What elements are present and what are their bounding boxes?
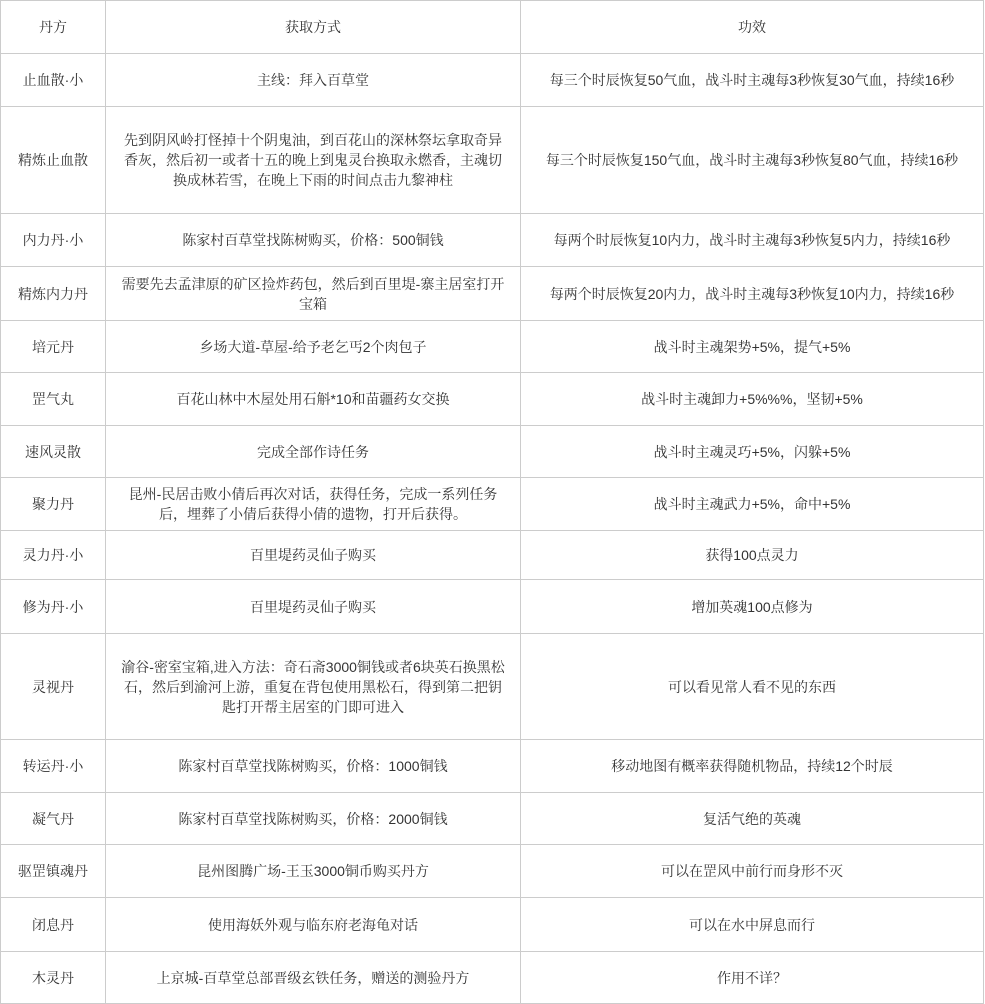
pill-effect: 作用不详？ bbox=[521, 952, 984, 1004]
pill-name: 内力丹·小 bbox=[1, 214, 106, 267]
pill-effect: 战斗时主魂武力+5%，命中+5% bbox=[521, 478, 984, 531]
table-row bbox=[1, 373, 984, 426]
pill-name: 聚力丹 bbox=[1, 478, 106, 531]
column-header-obtain: 获取方式 bbox=[106, 1, 521, 54]
table-row bbox=[1, 793, 984, 845]
pill-obtain: 完成全部作诗任务 bbox=[106, 426, 521, 478]
pill-name: 转运丹·小 bbox=[1, 740, 106, 793]
pill-name: 止血散·小 bbox=[1, 54, 106, 107]
pill-obtain: 乡场大道-草屋-给予老乞丐2个肉包子 bbox=[106, 321, 521, 373]
pill-effect: 战斗时主魂卸力+5%%%，坚韧+5% bbox=[521, 373, 984, 426]
pill-name: 驱罡镇魂丹 bbox=[1, 845, 106, 898]
pill-effect: 每三个时辰恢复150气血，战斗时主魂每3秒恢复80气血，持续16秒 bbox=[521, 107, 984, 214]
pill-name: 罡气丸 bbox=[1, 373, 106, 426]
pill-obtain: 渝谷-密室宝箱,进入方法：奇石斋3000铜钱或者6块英石换黑松石，然后到渝河上游，重复在背包使用黑松石，得到第二把钥匙打开帮主居室的门即可进入 bbox=[106, 634, 521, 740]
pill-effect: 可以在水中屏息而行 bbox=[521, 898, 984, 952]
pill-obtain: 陈家村百草堂找陈树购买，价格：2000铜钱 bbox=[106, 793, 521, 845]
table-row bbox=[1, 740, 984, 793]
pill-effect: 可以在罡风中前行而身形不灭 bbox=[521, 845, 984, 898]
header-row bbox=[1, 1, 984, 54]
pill-name: 精炼内力丹 bbox=[1, 267, 106, 321]
pill-effect: 每两个时辰恢复20内力，战斗时主魂每3秒恢复10内力，持续16秒 bbox=[521, 267, 984, 321]
table-row bbox=[1, 478, 984, 531]
pill-obtain: 主线：拜入百草堂 bbox=[106, 54, 521, 107]
pill-name: 灵力丹·小 bbox=[1, 531, 106, 580]
pill-name: 凝气丹 bbox=[1, 793, 106, 845]
pill-obtain: 上京城-百草堂总部晋级玄铁任务，赠送的测验丹方 bbox=[106, 952, 521, 1004]
pill-effect: 每两个时辰恢复10内力，战斗时主魂每3秒恢复5内力，持续16秒 bbox=[521, 214, 984, 267]
table-row bbox=[1, 107, 984, 214]
pill-obtain: 百里堤药灵仙子购买 bbox=[106, 580, 521, 634]
pill-effect: 获得100点灵力 bbox=[521, 531, 984, 580]
pill-name: 培元丹 bbox=[1, 321, 106, 373]
pill-effect: 战斗时主魂架势+5%，提气+5% bbox=[521, 321, 984, 373]
pill-name: 木灵丹 bbox=[1, 952, 106, 1004]
pill-obtain: 百里堤药灵仙子购买 bbox=[106, 531, 521, 580]
pill-obtain: 使用海妖外观与临东府老海龟对话 bbox=[106, 898, 521, 952]
pill-name: 灵视丹 bbox=[1, 634, 106, 740]
pill-effect: 每三个时辰恢复50气血，战斗时主魂每3秒恢复30气血，持续16秒 bbox=[521, 54, 984, 107]
column-header-effect: 功效 bbox=[521, 1, 984, 54]
pill-name: 闭息丹 bbox=[1, 898, 106, 952]
pill-obtain: 先到阴风岭打怪掉十个阴鬼油，到百花山的深林祭坛拿取奇异香灰，然后初一或者十五的晚上到鬼灵台换取永燃香，主魂切换成林若雪，在晚上下雨的时间点击九黎神柱 bbox=[106, 107, 521, 214]
pill-effect: 增加英魂100点修为 bbox=[521, 580, 984, 634]
table-row bbox=[1, 426, 984, 478]
pill-effect: 复活气绝的英魂 bbox=[521, 793, 984, 845]
pill-effect: 移动地图有概率获得随机物品，持续12个时辰 bbox=[521, 740, 984, 793]
pill-obtain: 需要先去孟津原的矿区捡炸药包，然后到百里堤-寨主居室打开宝箱 bbox=[106, 267, 521, 321]
pill-effect: 可以看见常人看不见的东西 bbox=[521, 634, 984, 740]
pill-name: 精炼止血散 bbox=[1, 107, 106, 214]
table-row bbox=[1, 952, 984, 1004]
pill-name: 修为丹·小 bbox=[1, 580, 106, 634]
column-header-pill: 丹方 bbox=[1, 1, 106, 54]
pill-obtain: 百花山林中木屋处用石斛*10和苗疆药女交换 bbox=[106, 373, 521, 426]
table-row bbox=[1, 580, 984, 634]
pill-name: 速风灵散 bbox=[1, 426, 106, 478]
table-row bbox=[1, 898, 984, 952]
pill-obtain: 陈家村百草堂找陈树购买，价格：500铜钱 bbox=[106, 214, 521, 267]
pill-effect: 战斗时主魂灵巧+5%，闪躲+5% bbox=[521, 426, 984, 478]
table-row bbox=[1, 267, 984, 321]
pill-obtain: 昆州图腾广场-王玉3000铜币购买丹方 bbox=[106, 845, 521, 898]
pill-obtain: 陈家村百草堂找陈树购买，价格：1000铜钱 bbox=[106, 740, 521, 793]
table-row bbox=[1, 845, 984, 898]
table-row bbox=[1, 54, 984, 107]
table-row bbox=[1, 214, 984, 267]
table-row bbox=[1, 321, 984, 373]
table-row bbox=[1, 531, 984, 580]
pill-obtain: 昆州-民居击败小倩后再次对话，获得任务，完成一系列任务后，埋葬了小倩后获得小倩的遗物，打开后获得。 bbox=[106, 478, 521, 531]
table-row bbox=[1, 634, 984, 740]
